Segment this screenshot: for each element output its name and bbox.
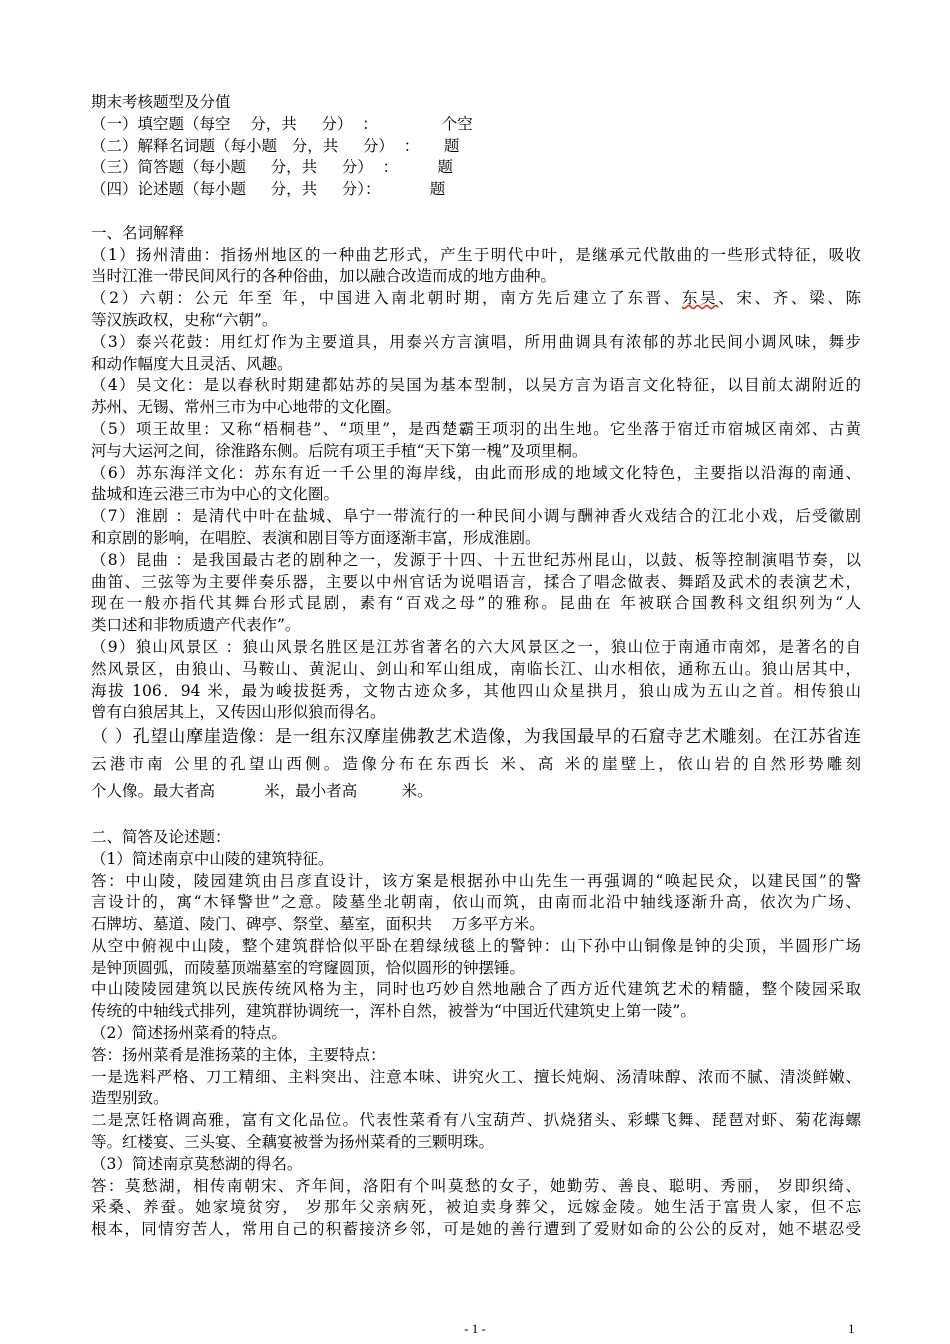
paragraph-line: 个人像。最大者高 米，最小者高 米。: [91, 782, 433, 801]
paragraph-line: （8）昆曲 ：是我国最古老的剧种之一，发源于十四、十五世纪苏州昆山，以鼓、板等控制演唱节奏，以: [91, 550, 861, 569]
paragraph-line: 石牌坊、墓道、陵门、碑亭、祭堂、墓室，面积共 万多平方米。: [91, 915, 545, 934]
paragraph-line: 答：莫愁湖，相传南朝宋、齐年间，洛阳有个叫莫愁的女子，她勤劳、善良、聪明、秀丽， 岁即织绮、: [91, 1176, 861, 1195]
paragraph-line: 中山陵陵园建筑以民族传统风格为主，同时也巧妙自然地融合了西方近代建筑艺术的精髓，整个陵园采取: [91, 980, 861, 999]
paragraph-line: 答：中山陵，陵园建筑由吕彦直设计，该方案是根据孙中山先生一再强调的“唤起民众，以建民国”的警: [91, 871, 861, 890]
paragraph-line: 言设计的，寓“木铎警世”之意。陵墓坐北朝南，依山而筑，由南而北沿中轴线逐渐升高，依次为广场、: [91, 893, 861, 912]
paragraph-line: 等。红楼宴、三头宴、全藕宴被誉为扬州菜肴的三颗明珠。: [91, 1133, 495, 1152]
paragraph-line: （4）吴文化：是以春秋时期建都姑苏的吴国为基本型制，以吴方言为语言文化特征，以目前太湖附近的: [91, 376, 861, 395]
doc-title: 期末考核题型及分值: [91, 93, 231, 111]
paragraph-line: （1）简述南京中山陵的建筑特征。: [91, 849, 334, 868]
paragraph-line: 采桑、养蚕。她家境贫穷， 岁那年父亲病死，被迫卖身葬父，远嫁金陵。她生活于富贵人家，但不忘: [91, 1198, 861, 1217]
paragraph-line: 当时江淮一带民间风行的各种俗曲，加以融合改造而成的地方曲种。: [91, 267, 557, 286]
paragraph-line: 现在一般亦指代其舞台形式昆剧，素有“百戏之母”的雅称。昆曲在 年被联合国教科文组织列为“人: [91, 594, 861, 613]
paragraph-line: 根本，同情穷苦人，常用自己的积蓄接济乡邻，可是她的善行遭到了爱财如命的公公的反对，她不堪忍受: [91, 1220, 861, 1239]
paragraph-line: （7）淮剧 ：是清代中叶在盐城、阜宁一带流行的一种民间小调与酬神香火戏结合的江北小戏，后受徽剧: [91, 507, 861, 526]
paragraph-line: 一是选料严格、刀工精细、主料突出、注意本味、讲究火工、擅长炖焖、汤清味醇、浓而不腻、清淡鲜嫩、: [91, 1067, 861, 1086]
header-item: （四）论述题（每小题 分，共 分）： 题: [91, 180, 446, 199]
paragraph-line: 盐城和连云港三市为中心的文化圈。: [91, 485, 340, 504]
paragraph-line: 二是烹饪格调高雅，富有文化品位。代表性菜肴有八宝葫芦、扒烧猪头、彩蝶飞舞、琵琶对虾、菊花海螺: [91, 1111, 861, 1130]
paragraph-line: （2）简述扬州菜肴的特点。: [91, 1024, 287, 1043]
paragraph-line: 和动作幅度大且灵活、风趣。: [91, 354, 293, 373]
page-number: - 1 -: [464, 1321, 486, 1336]
paragraph-line: 然风景区，由狼山、马鞍山、黄泥山、剑山和军山组成，南临长江、山水相依，通称五山。狼山居其中，: [91, 659, 861, 678]
paragraph-line: （1）扬州清曲：指扬州地区的一种曲艺形式，产生于明代中叶，是继承元代散曲的一些形式特征，吸收: [91, 245, 861, 264]
paragraph-line: （3）简述南京莫愁湖的得名。: [91, 1154, 303, 1173]
section-heading: 一、名词解释: [91, 223, 185, 242]
paragraph-line: 是钟顶圆弧，而陵墓顶端墓室的穹窿圆顶，恰似圆形的钟摆锤。: [91, 958, 526, 977]
header-item: （二）解释名词题（每小题 分，共 分） ： 题: [91, 136, 460, 155]
paragraph-line: （9）狼山风景区 ：狼山风景名胜区是江苏省著名的六大风景区之一，狼山位于南通市南郊，是著名的自: [91, 637, 861, 656]
paragraph-line: （2）六朝：公元 年至 年，中国进入南北朝时期，南方先后建立了东晋、东吴、宋、齐、梁、陈: [91, 289, 861, 308]
underlined-term: 东吴: [681, 289, 719, 308]
paragraph-line: 答：扬州菜肴是淮扬菜的主体，主要特点：: [91, 1045, 386, 1064]
paragraph-line: 造型别致。: [91, 1089, 169, 1108]
paragraph-line: 等汉族政权，史称“六朝”。: [91, 310, 278, 329]
paragraph-line: 和京剧的影响，在唱腔、表演和剧目等方面逐渐丰富，形成淮剧。: [91, 528, 541, 547]
paragraph-line: 曲笛、三弦等为主要伴奏乐器，主要以中州官话为说唱语言，揉合了唱念做表、舞蹈及武术的表演艺术，: [91, 572, 861, 591]
header-item: （一）填空题（每空 分，共 分） ： 个空: [91, 114, 473, 133]
paragraph-line: 从空中俯视中山陵，整个建筑群恰似平卧在碧绿绒毯上的警钟：山下孙中山铜像是钟的尖顶，半圆形广场: [91, 936, 861, 955]
paragraph-line: 河与大运河之间，徐淮路东侧。后院有项王手植“天下第一槐”及项里桐。: [91, 441, 588, 460]
paragraph-line: 传统的中轴线式排列，建筑群协调统一，浑朴自然，被誉为“中国近代建筑史上第一陵”。: [91, 1002, 696, 1021]
document-body: [91, 92, 861, 1241]
paragraph-line: （6）苏东海洋文化：苏东有近一千公里的海岸线，由此而形成的地域文化特色，主要指以沿海的南通、: [91, 463, 861, 482]
header-item: （三）简答题（每小题 分，共 分） ： 题: [91, 158, 454, 177]
paragraph-line: 曾有白狼居其上，又传因山形似狼而得名。: [91, 703, 386, 722]
paragraph-line: （5）项王故里：又称“梧桐巷”、“项里”，是西楚霸王项羽的出生地。它坐落于宿迁市宿城区南郊、古黄: [91, 419, 861, 438]
page-count: 1: [848, 1321, 855, 1336]
paragraph-line: 类口述和非物质遗产代表作”。: [91, 616, 301, 635]
paragraph-line: 苏州、无锡、常州三市为中心地带的文化圈。: [91, 398, 402, 417]
section-heading: 二、简答及论述题：: [91, 827, 231, 846]
paragraph-line: 云港市南 公里的孔望山西侧。造像分布在东西长 米、高 米的崖壁上，依山岩的自然形势雕刻: [91, 755, 861, 774]
paragraph-line: 海拔 106．94 米，最为峻拔挺秀，文物古迹众多，其他四山众星拱月，狼山成为五山之首。相传狼山: [91, 681, 861, 700]
paragraph-line: （3）泰兴花鼓：用红灯作为主要道具，用泰兴方言演唱，所用曲调具有浓郁的苏北民间小调风味，舞步: [91, 332, 861, 351]
paragraph-line: （ ）孔望山摩崖造像：是一组东汉摩崖佛教艺术造像，为我国最早的石窟寺艺术雕刻。在江苏省连: [91, 727, 861, 748]
